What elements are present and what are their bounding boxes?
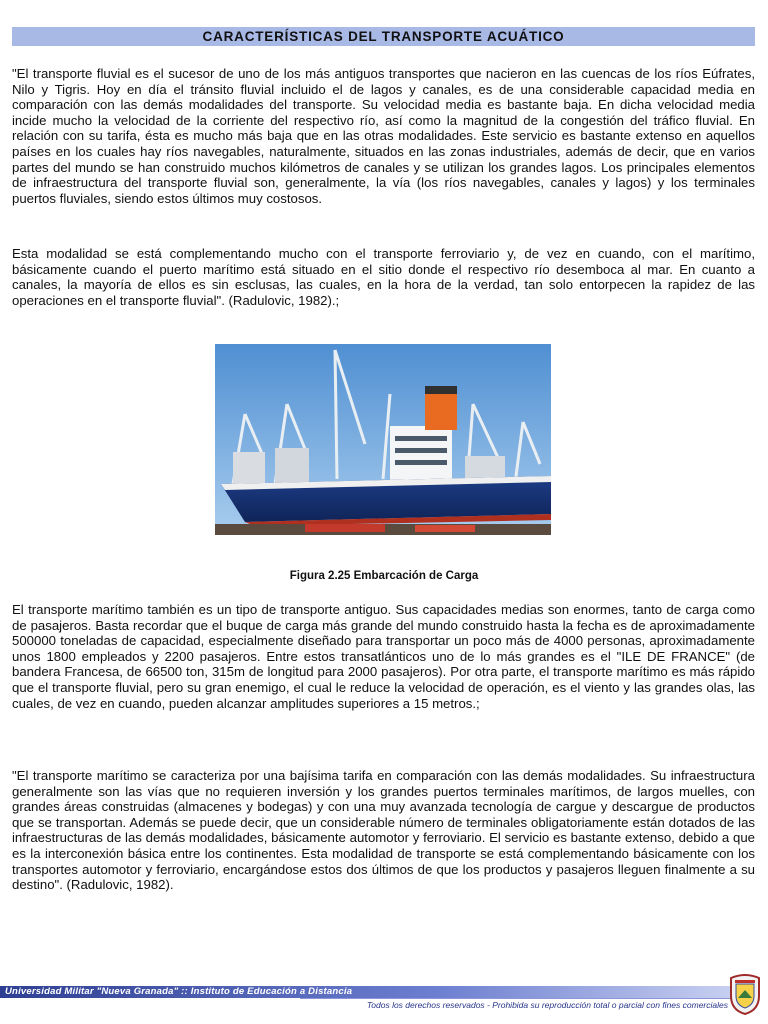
footer-institution: Universidad Militar "Nueva Granada" :: Instituto de Educación a Distancia — [5, 986, 353, 997]
figure-caption: Figura 2.25 Embarcación de Carga — [289, 570, 479, 582]
paragraph-maritime-transport: El transporte marítimo también es un tipo de transporte antiguo. Sus capacidades medias son enormes, tanto de carga como de pasajeros. Basta recordar que el buque de carga más grande del mundo construido hasta la fecha es de aproximadamente 500000 toneladas de capacidad, especialmente diseñado para transportar un poco más de 4000 personas, aproximadamente unos 1800 empleados y 2200 pasajeros. Entre estos transatlánticos uno de lo más grandes es el "ILE DE FRANCE" (de bandera Francesa, de 66500 ton, 315m de longitud para 2000 pasajeros). Por otra parte, el transporte marítimo es más rápido que el transporte fluvial, pero su gran enemigo, el cual le reduce la velocidad de operación, es el viento y las grandes olas, las cuales, de vez en cuando, pueden alcanzar amplitudes superiores a 15 metros.; — [12, 602, 755, 711]
page-title: CARACTERÍSTICAS DEL TRANSPORTE ACUÁTICO — [12, 27, 755, 46]
paragraph-river-transport: "El transporte fluvial es el sucesor de uno de los más antiguos transportes que nacieron en las cuencas de los ríos Eúfrates, Nilo y Tigris. Hoy en día el tránsito fluvial incluido el de lagos y canales, es de una considerable capacidad media en comparación con las demás modalidades del transporte. Su velocidad media es bastante baja. En dicha velocidad media incide mucho la velocidad de la corriente del respectivo río, así como la magnitud de la congestión del tráfico fluvial. En relación con su tarifa, ésta es mucho más baja que en las otras modalidades. Este servicio es bastante extenso en aquellos países en los cuales hay ríos navegables, naturalmente, situados en las zonas industriales, además de decir, que en varios partes del mundo se han construido muchos kilómetros de canales y se utilizan los grandes lagos. Los principales elementos de infraestructura del transporte fluvial son, generalmente, la vía (los ríos navegables, canales y lagos) y los terminales puertos fluviales, siendo estos últimos muy costosos. — [12, 66, 755, 206]
footer-copyright: Todos los derechos reservados - Prohibida su reproducción total o parcial con fines comerciales — [366, 1000, 728, 1010]
paragraph-river-complement: Esta modalidad se está complementando mucho con el transporte ferroviario y, de vez en cuando, con el marítimo, básicamente cuando el puerto marítimo está situado en el sitio donde el respectivo río desemboca al mar. En cuanto a canales, la mayoría de ellos es sin esclusas, las cuales, en la hora de la verdad, tan solo entorpecen la rapidez de las operaciones en el transporte fluvial". (Radulovic, 1982).; — [12, 246, 755, 308]
footer-divider — [300, 998, 732, 999]
university-shield-icon — [728, 974, 762, 1016]
cargo-ship-photo — [215, 344, 551, 535]
paragraph-maritime-tariff: "El transporte marítimo se caracteriza por una bajísima tarifa en comparación con las demás modalidades. Su infraestructura generalmente son las vías que no requieren inversión y los grandes puertos terminales marítimos, de largos muelles, con grandes áreas construidas (almacenes y bodegas) y con una muy avanzada tecnología de cargue y descargue de productos que se transportan. Además se puede decir, que un considerable número de terminales obligatoriamente están dotados de las infraestructuras de las demás modalidades, básicamente automotor y ferroviario. El servicio es bastante extenso, debido a que es la interconexión básica entre los continentes. Esta modalidad de transporte se está complementando básicamente con los transportes automotor y ferroviario, encargándose estos dos últimos de que los productos y pasajeros lleguen finalmente a su destino". (Radulovic, 1982). — [12, 768, 755, 893]
